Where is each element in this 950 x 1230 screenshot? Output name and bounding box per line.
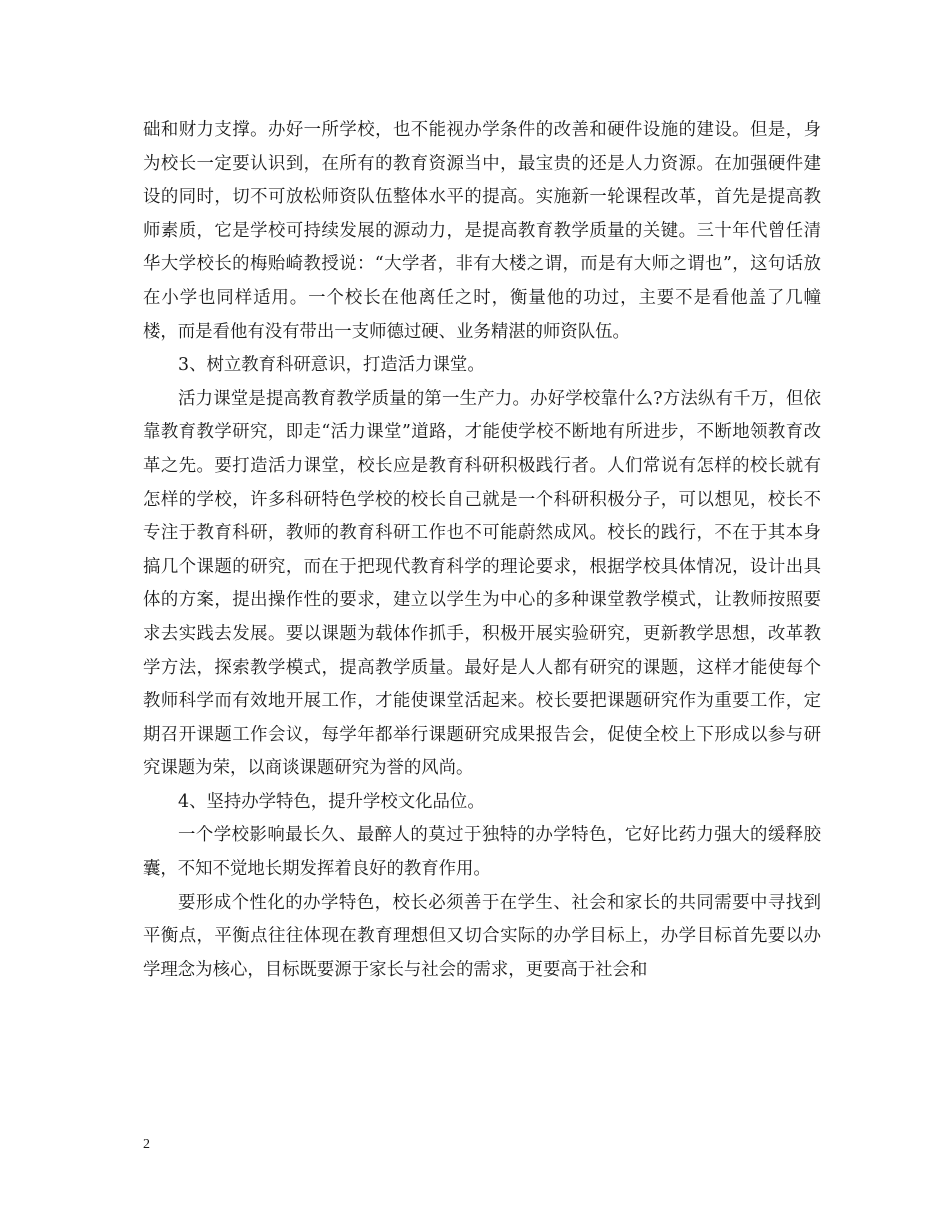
section-heading-4: 4、坚持办学特色，提升学校文化品位。 (178, 791, 485, 812)
page-number: 2 (143, 1137, 150, 1152)
paragraph-vital-classroom: 活力课堂是提高教育教学质量的第一生产力。办好学校靠什么?方法纵有千万，但依靠教育教学研究，即走“活力课堂”道路，才能使学校不断地有所进步，不断地领教育改革之先。要打造活力课堂，校长应是教育科研积极践行者。人们常说有怎样的校长就有怎样的学校，许多科研特色学校的校长自己就是一个科研积极分子，可以想见，校长不专注于教育科研，教师的教育科研工作也不可能蔚然成风。校长的践行，不在于其本身搞几个课题的研究，而在于把现代教育科学的理论要求，根据学校具体情况，设计出具体的方案，提出操作性的要求，建立以学生为中心的多种课堂教学模式，让教师按照要求去实践去发展。要以课题为载体作抓手，积极开展实验研究，更新教学思想，改革教学方法，探索教学模式，提高教学质量。最好是人人都有研究的课题，这样才能使每个教师科学而有效地开展工作，才能使课堂活起来。校长要把课题研究作为重要工作，定期召开课题工作会议，每学年都举行课题研究成果报告会，促使全校上下形成以参与研究课题为荣，以商谈课题研究为誉的风尚。 (143, 388, 821, 779)
paragraph-continuation: 础和财力支撑。办好一所学校，也不能视办学条件的改善和硬件设施的建设。但是，身为校长一定要认识到，在所有的教育资源当中，最宝贵的还是人力资源。在加强硬件建设的同时，切不可放松师资队伍整体水平的提高。实施新一轮课程改革，首先是提高教师素质，它是学校可持续发展的源动力，是提高教育教学质量的关键。三十年代曾任清华大学校长的梅贻崎教授说：“大学者，非有大楼之谓，而是有大师之谓也”，这句话放在小学也同样适用。一个校长在他离任之时，衡量他的功过，主要不是看他盖了几幢楼，而是看他有没有带出一支师德过硬、业务精湛的师资队伍。 (143, 120, 821, 342)
paragraph-personalized-features: 要形成个性化的办学特色，校长必须善于在学生、社会和家长的共同需要中寻找到平衡点，平衡点往往体现在教育理想但又切合实际的办学目标上，办学目标首先要以办学理念为核心，目标既要源于家长与社会的需求，更要高于社会和 (143, 892, 821, 980)
paragraph-school-characteristic: 一个学校影响最长久、最醉人的莫过于独特的办学特色，它好比药力强大的缓释胶囊，不知不觉地长期发挥着良好的教育作用。 (143, 825, 821, 880)
document-body (143, 114, 821, 987)
section-heading-3: 3、树立教育科研意识，打造活力课堂。 (178, 355, 485, 376)
